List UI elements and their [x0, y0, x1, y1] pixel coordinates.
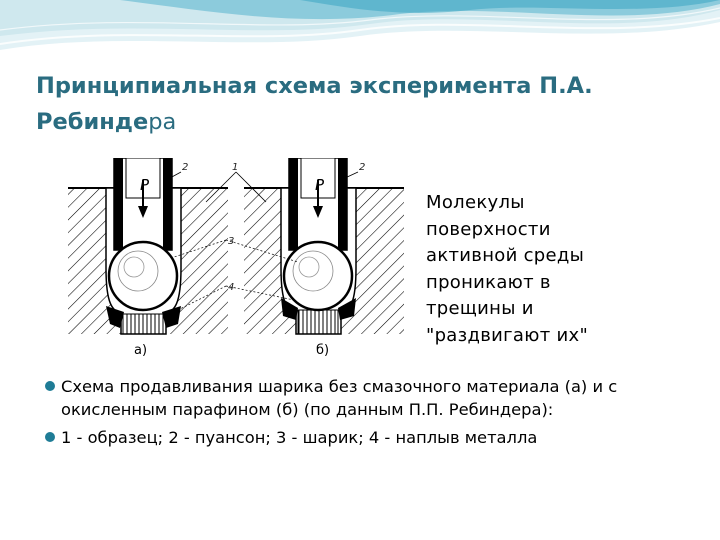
side-note-line: проникают в	[426, 271, 551, 293]
side-note-line: активной среды	[426, 245, 585, 266]
bullet-list	[44, 375, 704, 454]
part-number-2-b: 2	[359, 162, 366, 173]
part-number-2-a: 2	[182, 162, 189, 173]
bullet-item	[44, 375, 704, 421]
title-main: Принципиальная схема эксперимента П.А. Ребинде	[36, 73, 593, 135]
specimen-b	[244, 158, 404, 334]
side-note-line: поверхности	[426, 218, 551, 240]
part-number-4: 4	[228, 282, 235, 293]
bullet-dot-icon	[45, 381, 55, 391]
specimen-a	[68, 158, 228, 334]
force-label-b: P	[315, 176, 325, 194]
decorative-wave-header	[0, 0, 720, 70]
side-note-line: "раздвигают их"	[426, 324, 589, 346]
page-title	[36, 68, 686, 140]
title-tail: ра	[148, 109, 177, 135]
bullet-item	[44, 426, 704, 449]
bullet-dot-icon	[45, 432, 55, 442]
caption-a: а)	[134, 343, 148, 358]
caption-b: б)	[316, 343, 330, 358]
side-note	[426, 190, 716, 349]
side-note-line: трещины и	[426, 298, 534, 319]
side-note-line: Молекулы	[426, 192, 525, 213]
experiment-diagram	[66, 158, 406, 360]
part-number-3: 3	[228, 236, 235, 247]
bullet-text: Схема продавливания шарика без смазочного материала (а) и с окисленным парафином (б) (по данным П.П. Ребиндера):	[61, 377, 618, 419]
force-label-a: P	[140, 176, 150, 194]
bullet-text: 1 - образец; 2 - пуансон; 3 - шарик; 4 - наплыв металла	[61, 428, 538, 447]
part-number-1: 1	[232, 162, 239, 173]
